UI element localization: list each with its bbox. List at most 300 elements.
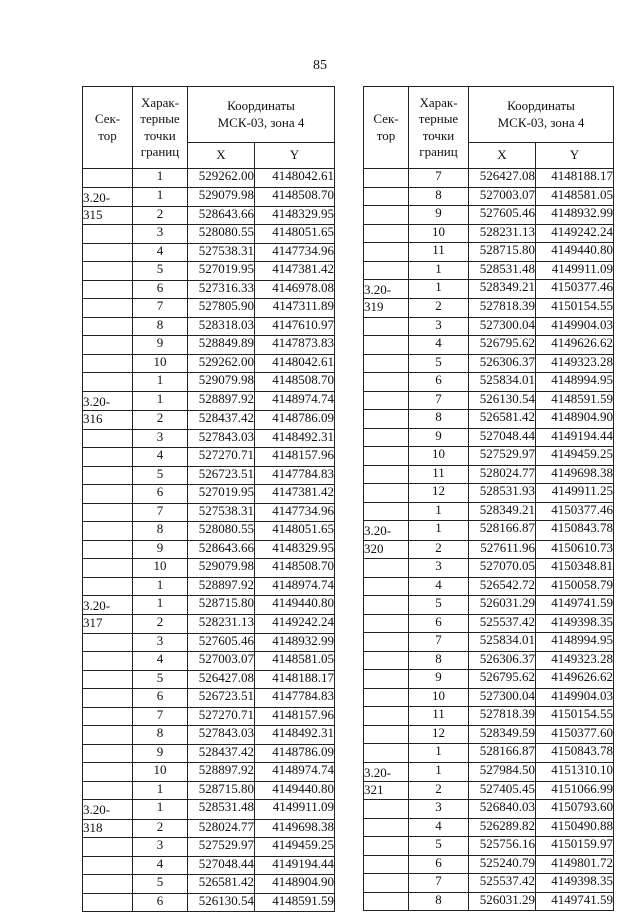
sector-cell: 321 xyxy=(364,781,409,800)
table-row xyxy=(83,354,335,373)
sector-cell: 3.20- xyxy=(83,800,133,819)
y-coordinate-cell: 4148786.09 xyxy=(255,411,335,430)
point-cell: 7 xyxy=(133,707,188,726)
y-coordinate-cell: 4150154.55 xyxy=(536,707,614,726)
table-row xyxy=(83,689,335,708)
header-x: X xyxy=(469,143,536,169)
sector-cell xyxy=(364,391,409,410)
point-cell: 9 xyxy=(133,540,188,559)
sector-cell xyxy=(364,670,409,689)
x-coordinate-cell: 526306.37 xyxy=(469,651,536,670)
x-coordinate-cell: 528643.66 xyxy=(188,206,255,225)
header-coordinates: Координаты МСК-03, зона 4 xyxy=(188,87,335,143)
y-coordinate-cell: 4149741.59 xyxy=(536,596,614,615)
header-x: X xyxy=(188,143,255,169)
sector-cell xyxy=(364,336,409,355)
sector-cell xyxy=(364,818,409,837)
y-coordinate-cell: 4148051.65 xyxy=(255,522,335,541)
x-coordinate-cell: 528231.13 xyxy=(188,615,255,634)
y-coordinate-cell: 4146978.08 xyxy=(255,280,335,299)
y-coordinate-cell: 4149801.72 xyxy=(536,855,614,874)
sector-cell xyxy=(364,633,409,652)
table-row xyxy=(83,615,335,634)
sector-cell: 3.20- xyxy=(364,280,409,299)
table-row xyxy=(83,856,335,875)
point-cell: 1 xyxy=(409,261,469,280)
y-coordinate-cell: 4148591.59 xyxy=(255,893,335,912)
table-row xyxy=(83,800,335,819)
table-row xyxy=(364,280,614,299)
y-coordinate-cell: 4149626.62 xyxy=(536,670,614,689)
point-cell: 4 xyxy=(133,652,188,671)
point-cell: 3 xyxy=(409,800,469,819)
table-row xyxy=(364,725,614,744)
point-cell: 6 xyxy=(133,689,188,708)
sector-cell xyxy=(364,243,409,262)
sector-cell xyxy=(83,225,133,244)
table-row xyxy=(83,838,335,857)
point-cell: 6 xyxy=(409,614,469,633)
point-cell: 5 xyxy=(133,875,188,894)
point-cell: 10 xyxy=(409,447,469,466)
table-row xyxy=(364,521,614,540)
x-coordinate-cell: 528531.48 xyxy=(188,800,255,819)
sector-cell xyxy=(364,892,409,911)
point-cell: 1 xyxy=(409,521,469,540)
x-coordinate-cell: 527611.96 xyxy=(469,540,536,559)
y-coordinate-cell: 4149626.62 xyxy=(536,336,614,355)
table-row xyxy=(83,893,335,912)
y-coordinate-cell: 4148508.70 xyxy=(255,559,335,578)
x-coordinate-cell: 529079.98 xyxy=(188,187,255,206)
point-cell: 7 xyxy=(133,299,188,318)
x-coordinate-cell: 526031.29 xyxy=(469,892,536,911)
x-coordinate-cell: 527529.97 xyxy=(469,447,536,466)
y-coordinate-cell: 4148974.74 xyxy=(255,391,335,410)
y-coordinate-cell: 4149698.38 xyxy=(536,465,614,484)
table-row xyxy=(83,206,335,225)
sector-cell: 3.20- xyxy=(364,762,409,781)
y-coordinate-cell: 4148492.31 xyxy=(255,726,335,745)
x-coordinate-cell: 528349.21 xyxy=(469,280,536,299)
sector-cell xyxy=(364,596,409,615)
point-cell: 1 xyxy=(409,502,469,521)
x-coordinate-cell: 528231.13 xyxy=(469,224,536,243)
sector-cell: 3.20- xyxy=(83,391,133,410)
sector-cell xyxy=(364,855,409,874)
point-cell: 12 xyxy=(409,484,469,503)
table-row xyxy=(83,280,335,299)
y-coordinate-cell: 4149440.80 xyxy=(536,243,614,262)
header-coordinates: Координаты МСК-03, зона 4 xyxy=(469,87,614,143)
table-row xyxy=(364,336,614,355)
point-cell: 2 xyxy=(133,411,188,430)
table-row xyxy=(83,317,335,336)
point-cell: 3 xyxy=(133,633,188,652)
table-row xyxy=(364,559,614,578)
table-row xyxy=(364,502,614,521)
point-cell: 10 xyxy=(133,354,188,373)
x-coordinate-cell: 527003.07 xyxy=(188,652,255,671)
x-coordinate-cell: 527300.04 xyxy=(469,317,536,336)
x-coordinate-cell: 528024.77 xyxy=(188,819,255,838)
point-cell: 3 xyxy=(133,429,188,448)
sector-cell xyxy=(83,540,133,559)
y-coordinate-cell: 4147784.83 xyxy=(255,689,335,708)
y-coordinate-cell: 4147734.96 xyxy=(255,503,335,522)
y-coordinate-cell: 4148188.17 xyxy=(255,670,335,689)
x-coordinate-cell: 527070.05 xyxy=(469,559,536,578)
point-cell: 7 xyxy=(409,391,469,410)
x-coordinate-cell: 526031.29 xyxy=(469,596,536,615)
sector-cell xyxy=(83,781,133,800)
table-row xyxy=(364,187,614,206)
sector-cell xyxy=(364,187,409,206)
table-row xyxy=(364,428,614,447)
x-coordinate-cell: 527805.90 xyxy=(188,299,255,318)
x-coordinate-cell: 529079.98 xyxy=(188,559,255,578)
point-cell: 4 xyxy=(133,448,188,467)
y-coordinate-cell: 4148974.74 xyxy=(255,763,335,782)
y-coordinate-cell: 4148994.95 xyxy=(536,633,614,652)
x-coordinate-cell: 525834.01 xyxy=(469,633,536,652)
sector-cell xyxy=(364,465,409,484)
point-cell: 8 xyxy=(409,651,469,670)
table-row xyxy=(83,577,335,596)
x-coordinate-cell: 528080.55 xyxy=(188,522,255,541)
y-coordinate-cell: 4148157.96 xyxy=(255,448,335,467)
point-cell: 5 xyxy=(409,596,469,615)
y-coordinate-cell: 4149904.03 xyxy=(536,317,614,336)
table-row xyxy=(83,262,335,281)
sector-cell: 3.20- xyxy=(83,187,133,206)
table-row xyxy=(364,465,614,484)
point-cell: 9 xyxy=(133,744,188,763)
sector-cell xyxy=(83,856,133,875)
table-row xyxy=(83,299,335,318)
y-coordinate-cell: 4149741.59 xyxy=(536,892,614,911)
sector-cell xyxy=(83,633,133,652)
y-coordinate-cell: 4148904.90 xyxy=(255,875,335,894)
sector-cell xyxy=(364,707,409,726)
sector-cell xyxy=(83,336,133,355)
table-row xyxy=(364,484,614,503)
x-coordinate-cell: 528166.87 xyxy=(469,744,536,763)
y-coordinate-cell: 4150843.78 xyxy=(536,521,614,540)
x-coordinate-cell: 527048.44 xyxy=(188,856,255,875)
table-row xyxy=(83,429,335,448)
y-coordinate-cell: 4148974.74 xyxy=(255,577,335,596)
table-row xyxy=(83,744,335,763)
y-coordinate-cell: 4148581.05 xyxy=(255,652,335,671)
table-row xyxy=(364,243,614,262)
y-coordinate-cell: 4150490.88 xyxy=(536,818,614,837)
point-cell: 7 xyxy=(409,633,469,652)
point-cell: 10 xyxy=(409,224,469,243)
table-row xyxy=(364,651,614,670)
point-cell: 5 xyxy=(133,466,188,485)
point-cell: 1 xyxy=(133,169,188,188)
y-coordinate-cell: 4148932.99 xyxy=(255,633,335,652)
header-sector: Сек- тор xyxy=(364,87,409,169)
sector-cell xyxy=(364,484,409,503)
table-row xyxy=(364,614,614,633)
table-row xyxy=(364,169,614,188)
table-row xyxy=(364,206,614,225)
sector-cell xyxy=(364,447,409,466)
y-coordinate-cell: 4148042.61 xyxy=(255,354,335,373)
table-row xyxy=(83,596,335,615)
y-coordinate-cell: 4148994.95 xyxy=(536,373,614,392)
coordinates-table-right xyxy=(363,86,614,911)
table-row xyxy=(364,577,614,596)
sector-cell xyxy=(364,261,409,280)
x-coordinate-cell: 525537.42 xyxy=(469,874,536,893)
point-cell: 8 xyxy=(409,892,469,911)
sector-cell xyxy=(364,725,409,744)
point-cell: 1 xyxy=(409,280,469,299)
sector-cell xyxy=(364,874,409,893)
sector-cell xyxy=(83,707,133,726)
x-coordinate-cell: 526723.51 xyxy=(188,689,255,708)
table-row xyxy=(83,169,335,188)
sector-cell: 316 xyxy=(83,411,133,430)
sector-cell xyxy=(364,559,409,578)
point-cell: 4 xyxy=(409,818,469,837)
table-row xyxy=(83,875,335,894)
point-cell: 6 xyxy=(409,373,469,392)
sector-cell xyxy=(364,502,409,521)
point-cell: 8 xyxy=(133,522,188,541)
table-row xyxy=(364,317,614,336)
table-row xyxy=(364,874,614,893)
table-row xyxy=(83,559,335,578)
x-coordinate-cell: 525834.01 xyxy=(469,373,536,392)
x-coordinate-cell: 528024.77 xyxy=(469,465,536,484)
y-coordinate-cell: 4151066.99 xyxy=(536,781,614,800)
table-row xyxy=(83,707,335,726)
x-coordinate-cell: 526427.08 xyxy=(188,670,255,689)
y-coordinate-cell: 4147873.83 xyxy=(255,336,335,355)
sector-cell xyxy=(83,670,133,689)
point-cell: 7 xyxy=(133,503,188,522)
sector-cell xyxy=(364,428,409,447)
sector-cell: 3.20- xyxy=(83,596,133,615)
point-cell: 1 xyxy=(133,187,188,206)
x-coordinate-cell: 528437.42 xyxy=(188,744,255,763)
x-coordinate-cell: 527316.33 xyxy=(188,280,255,299)
table-row xyxy=(364,670,614,689)
table-row xyxy=(83,373,335,392)
x-coordinate-cell: 526795.62 xyxy=(469,336,536,355)
y-coordinate-cell: 4148581.05 xyxy=(536,187,614,206)
y-coordinate-cell: 4147610.97 xyxy=(255,317,335,336)
x-coordinate-cell: 526840.03 xyxy=(469,800,536,819)
sector-cell xyxy=(83,429,133,448)
header-points: Харак- терные точки границ xyxy=(133,87,188,169)
y-coordinate-cell: 4150793.60 xyxy=(536,800,614,819)
y-coordinate-cell: 4148051.65 xyxy=(255,225,335,244)
y-coordinate-cell: 4148904.90 xyxy=(536,410,614,429)
x-coordinate-cell: 528349.21 xyxy=(469,502,536,521)
point-cell: 9 xyxy=(409,206,469,225)
x-coordinate-cell: 526289.82 xyxy=(469,818,536,837)
table-row xyxy=(364,391,614,410)
table-row xyxy=(83,411,335,430)
y-coordinate-cell: 4149911.09 xyxy=(255,800,335,819)
y-coordinate-cell: 4150159.97 xyxy=(536,837,614,856)
point-cell: 8 xyxy=(133,726,188,745)
point-cell: 8 xyxy=(133,317,188,336)
y-coordinate-cell: 4149323.28 xyxy=(536,651,614,670)
y-coordinate-cell: 4147784.83 xyxy=(255,466,335,485)
sector-cell xyxy=(364,317,409,336)
y-coordinate-cell: 4149242.24 xyxy=(536,224,614,243)
x-coordinate-cell: 526581.42 xyxy=(188,875,255,894)
point-cell: 2 xyxy=(409,299,469,318)
x-coordinate-cell: 528715.80 xyxy=(188,596,255,615)
point-cell: 2 xyxy=(409,781,469,800)
table-row xyxy=(364,224,614,243)
x-coordinate-cell: 527405.45 xyxy=(469,781,536,800)
table-row xyxy=(364,762,614,781)
y-coordinate-cell: 4149242.24 xyxy=(255,615,335,634)
point-cell: 3 xyxy=(409,559,469,578)
y-coordinate-cell: 4147381.42 xyxy=(255,262,335,281)
point-cell: 2 xyxy=(133,819,188,838)
sector-cell xyxy=(83,169,133,188)
y-coordinate-cell: 4149440.80 xyxy=(255,596,335,615)
header-points: Харак- терные точки границ xyxy=(409,87,469,169)
table-row xyxy=(83,763,335,782)
x-coordinate-cell: 527048.44 xyxy=(469,428,536,447)
x-coordinate-cell: 528349.59 xyxy=(469,725,536,744)
table-row xyxy=(83,485,335,504)
sector-cell xyxy=(83,466,133,485)
sector-cell xyxy=(83,262,133,281)
x-coordinate-cell: 526542.72 xyxy=(469,577,536,596)
x-coordinate-cell: 528080.55 xyxy=(188,225,255,244)
x-coordinate-cell: 527019.95 xyxy=(188,485,255,504)
sector-cell xyxy=(364,373,409,392)
point-cell: 9 xyxy=(409,670,469,689)
x-coordinate-cell: 526130.54 xyxy=(469,391,536,410)
point-cell: 3 xyxy=(409,317,469,336)
table-row xyxy=(83,503,335,522)
point-cell: 2 xyxy=(409,540,469,559)
table-row xyxy=(83,781,335,800)
sector-cell xyxy=(364,206,409,225)
x-coordinate-cell: 527300.04 xyxy=(469,688,536,707)
y-coordinate-cell: 4150058.79 xyxy=(536,577,614,596)
point-cell: 2 xyxy=(133,206,188,225)
x-coordinate-cell: 526723.51 xyxy=(188,466,255,485)
x-coordinate-cell: 527843.03 xyxy=(188,429,255,448)
sector-cell xyxy=(83,299,133,318)
point-cell: 5 xyxy=(409,837,469,856)
table-row xyxy=(364,261,614,280)
point-cell: 3 xyxy=(133,225,188,244)
sector-cell xyxy=(364,837,409,856)
sector-cell xyxy=(364,410,409,429)
y-coordinate-cell: 4149698.38 xyxy=(255,819,335,838)
y-coordinate-cell: 4150154.55 xyxy=(536,299,614,318)
y-coordinate-cell: 4148329.95 xyxy=(255,206,335,225)
table-row xyxy=(364,837,614,856)
point-cell: 4 xyxy=(409,336,469,355)
y-coordinate-cell: 4150377.46 xyxy=(536,280,614,299)
x-coordinate-cell: 526795.62 xyxy=(469,670,536,689)
point-cell: 12 xyxy=(409,725,469,744)
point-cell: 7 xyxy=(409,874,469,893)
y-coordinate-cell: 4149904.03 xyxy=(536,688,614,707)
y-coordinate-cell: 4148932.99 xyxy=(536,206,614,225)
sector-cell xyxy=(83,280,133,299)
x-coordinate-cell: 527270.71 xyxy=(188,707,255,726)
table-row xyxy=(364,688,614,707)
table-row xyxy=(83,726,335,745)
sector-cell xyxy=(83,838,133,857)
table-row xyxy=(83,336,335,355)
x-coordinate-cell: 528897.92 xyxy=(188,391,255,410)
x-coordinate-cell: 528715.80 xyxy=(469,243,536,262)
point-cell: 4 xyxy=(133,856,188,875)
sector-cell xyxy=(83,744,133,763)
point-cell: 6 xyxy=(133,280,188,299)
table-row xyxy=(83,243,335,262)
sector-cell: 319 xyxy=(364,299,409,318)
x-coordinate-cell: 527605.46 xyxy=(188,633,255,652)
point-cell: 3 xyxy=(133,838,188,857)
y-coordinate-cell: 4148157.96 xyxy=(255,707,335,726)
x-coordinate-cell: 529079.98 xyxy=(188,373,255,392)
sector-cell xyxy=(83,893,133,912)
point-cell: 5 xyxy=(409,354,469,373)
x-coordinate-cell: 527818.39 xyxy=(469,707,536,726)
y-coordinate-cell: 4148508.70 xyxy=(255,187,335,206)
point-cell: 10 xyxy=(409,688,469,707)
point-cell: 8 xyxy=(409,410,469,429)
x-coordinate-cell: 528531.93 xyxy=(469,484,536,503)
point-cell: 9 xyxy=(409,428,469,447)
table-row xyxy=(83,448,335,467)
point-cell: 4 xyxy=(133,243,188,262)
y-coordinate-cell: 4148188.17 xyxy=(536,169,614,188)
y-coordinate-cell: 4149459.25 xyxy=(536,447,614,466)
point-cell: 11 xyxy=(409,465,469,484)
y-coordinate-cell: 4151310.10 xyxy=(536,762,614,781)
point-cell: 5 xyxy=(133,670,188,689)
x-coordinate-cell: 528715.80 xyxy=(188,781,255,800)
table-row xyxy=(83,652,335,671)
sector-cell xyxy=(83,577,133,596)
point-cell: 5 xyxy=(133,262,188,281)
sector-cell xyxy=(364,354,409,373)
y-coordinate-cell: 4150377.46 xyxy=(536,502,614,521)
header-y: Y xyxy=(255,143,335,169)
x-coordinate-cell: 528897.92 xyxy=(188,763,255,782)
table-row xyxy=(364,781,614,800)
point-cell: 7 xyxy=(409,169,469,188)
sector-cell xyxy=(364,224,409,243)
point-cell: 10 xyxy=(133,559,188,578)
point-cell: 1 xyxy=(409,762,469,781)
x-coordinate-cell: 527984.50 xyxy=(469,762,536,781)
table-row xyxy=(83,633,335,652)
x-coordinate-cell: 527270.71 xyxy=(188,448,255,467)
y-coordinate-cell: 4148508.70 xyxy=(255,373,335,392)
table-row xyxy=(83,391,335,410)
